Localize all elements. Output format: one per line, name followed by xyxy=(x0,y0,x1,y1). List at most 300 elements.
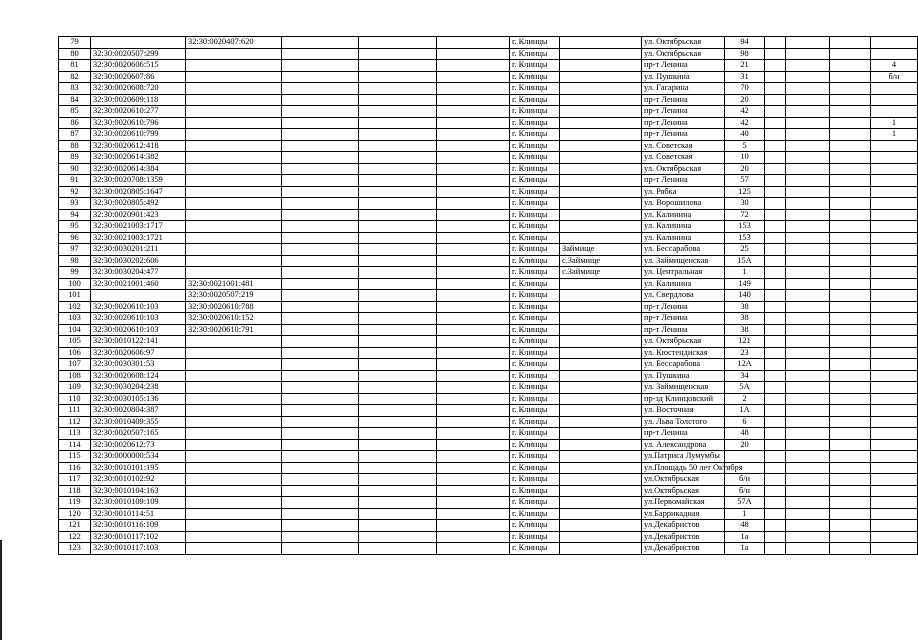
empty-col-2-cell xyxy=(359,186,437,198)
empty-col-3-cell xyxy=(437,416,510,428)
empty-col-4-cell xyxy=(765,163,786,175)
empty-col-1-cell xyxy=(282,324,359,336)
settlement-cell xyxy=(560,152,642,164)
street-cell: ул.Площадь 50 лет Октября xyxy=(642,462,725,474)
extra-value-cell xyxy=(871,324,918,336)
table-row xyxy=(59,290,918,302)
empty-col-6-cell xyxy=(830,221,871,233)
table-row xyxy=(59,244,918,256)
settlement-cell xyxy=(560,71,642,83)
extra-value-cell xyxy=(871,140,918,152)
empty-col-5-cell xyxy=(786,474,830,486)
empty-col-4-cell xyxy=(765,278,786,290)
cadastral-number-cell: 32:30:0030201:211 xyxy=(91,244,186,256)
empty-col-4-cell xyxy=(765,439,786,451)
empty-col-5-cell xyxy=(786,439,830,451)
city-cell: г. Клинцы xyxy=(510,347,560,359)
settlement-cell xyxy=(560,163,642,175)
extra-value-cell xyxy=(871,485,918,497)
street-cell: ул. Пушкина xyxy=(642,370,725,382)
related-cadastral-number-cell xyxy=(186,71,282,83)
table-row xyxy=(59,60,918,72)
city-cell: г. Клинцы xyxy=(510,209,560,221)
related-cadastral-number-cell xyxy=(186,209,282,221)
empty-col-3-cell xyxy=(437,313,510,325)
street-cell: ул. Ворошилова xyxy=(642,198,725,210)
city-cell: г. Клинцы xyxy=(510,94,560,106)
cadastral-number-cell: 32:30:0020901:423 xyxy=(91,209,186,221)
house-number-cell: 153 xyxy=(725,221,765,233)
empty-col-3-cell xyxy=(437,439,510,451)
empty-col-5-cell xyxy=(786,301,830,313)
row-number-cell: 117 xyxy=(59,474,91,486)
empty-col-5-cell xyxy=(786,324,830,336)
cadastral-number-cell: 32:30:0020614:382 xyxy=(91,152,186,164)
row-number-cell: 114 xyxy=(59,439,91,451)
house-number-cell: 34 xyxy=(725,370,765,382)
empty-col-1-cell xyxy=(282,497,359,509)
empty-col-4-cell xyxy=(765,370,786,382)
empty-col-3-cell xyxy=(437,163,510,175)
empty-col-5-cell xyxy=(786,221,830,233)
street-cell: ул. Бессарабова xyxy=(642,244,725,256)
house-number-cell: 48 xyxy=(725,428,765,440)
street-cell: ул.Баррикадная xyxy=(642,508,725,520)
empty-col-2-cell xyxy=(359,209,437,221)
settlement-cell xyxy=(560,140,642,152)
house-number-cell: 30 xyxy=(725,198,765,210)
empty-col-1-cell xyxy=(282,290,359,302)
related-cadastral-number-cell xyxy=(186,405,282,417)
street-cell: ул. Октябрьская xyxy=(642,48,725,60)
cadastral-number-cell: 32:30:0030204:238 xyxy=(91,382,186,394)
settlement-cell xyxy=(560,474,642,486)
house-number-cell: 48 xyxy=(725,520,765,532)
row-number-cell: 104 xyxy=(59,324,91,336)
extra-value-cell xyxy=(871,416,918,428)
extra-value-cell: б/н xyxy=(871,71,918,83)
cadastral-number-cell: 32:30:0010101:195 xyxy=(91,462,186,474)
cadastral-number-cell: 32:30:0030105:136 xyxy=(91,393,186,405)
row-number-cell: 123 xyxy=(59,543,91,555)
extra-value-cell xyxy=(871,405,918,417)
cadastral-number-cell: 32:30:0020610:103 xyxy=(91,301,186,313)
city-cell: г. Клинцы xyxy=(510,129,560,141)
cadastral-number-cell: 32:30:0020507:165 xyxy=(91,428,186,440)
empty-col-6-cell xyxy=(830,324,871,336)
settlement-cell xyxy=(560,290,642,302)
street-cell: ул. Льва Толстого xyxy=(642,416,725,428)
settlement-cell xyxy=(560,428,642,440)
empty-col-6-cell xyxy=(830,117,871,129)
empty-col-2-cell xyxy=(359,290,437,302)
related-cadastral-number-cell xyxy=(186,370,282,382)
empty-col-3-cell xyxy=(437,209,510,221)
empty-col-4-cell xyxy=(765,106,786,118)
related-cadastral-number-cell xyxy=(186,186,282,198)
empty-col-4-cell xyxy=(765,301,786,313)
table-row xyxy=(59,520,918,532)
city-cell: г. Клинцы xyxy=(510,163,560,175)
table-row xyxy=(59,186,918,198)
city-cell: г. Клинцы xyxy=(510,497,560,509)
empty-col-1-cell xyxy=(282,428,359,440)
empty-col-4-cell xyxy=(765,462,786,474)
cadastral-number-cell: 32:30:0020805:1647 xyxy=(91,186,186,198)
street-cell: ул.Декабристов xyxy=(642,520,725,532)
empty-col-4-cell xyxy=(765,71,786,83)
empty-col-4-cell xyxy=(765,94,786,106)
cadastral-number-cell: 32:30:0020708:1359 xyxy=(91,175,186,187)
street-cell: ул.Декабристов xyxy=(642,543,725,555)
house-number-cell: 140 xyxy=(725,290,765,302)
related-cadastral-number-cell xyxy=(186,232,282,244)
related-cadastral-number-cell xyxy=(186,347,282,359)
empty-col-3-cell xyxy=(437,324,510,336)
house-number-cell: 2 xyxy=(725,393,765,405)
settlement-cell xyxy=(560,198,642,210)
related-cadastral-number-cell xyxy=(186,60,282,72)
empty-col-2-cell xyxy=(359,60,437,72)
table-row xyxy=(59,393,918,405)
row-number-cell: 84 xyxy=(59,94,91,106)
related-cadastral-number-cell xyxy=(186,267,282,279)
empty-col-1-cell xyxy=(282,382,359,394)
empty-col-6-cell xyxy=(830,140,871,152)
empty-col-5-cell xyxy=(786,382,830,394)
settlement-cell xyxy=(560,370,642,382)
row-number-cell: 122 xyxy=(59,531,91,543)
street-cell: пр-т Ленина xyxy=(642,60,725,72)
cadastral-number-cell: 32:30:0020614:384 xyxy=(91,163,186,175)
empty-col-2-cell xyxy=(359,508,437,520)
city-cell: г. Клинцы xyxy=(510,198,560,210)
row-number-cell: 112 xyxy=(59,416,91,428)
city-cell: г. Клинцы xyxy=(510,359,560,371)
table-row xyxy=(59,451,918,463)
related-cadastral-number-cell xyxy=(186,508,282,520)
related-cadastral-number-cell: 32:30:0020610:791 xyxy=(186,324,282,336)
empty-col-5-cell xyxy=(786,485,830,497)
settlement-cell xyxy=(560,508,642,520)
row-number-cell: 83 xyxy=(59,83,91,95)
cadastral-number-cell: 32:30:0020606:515 xyxy=(91,60,186,72)
empty-col-6-cell xyxy=(830,60,871,72)
city-cell: г. Клинцы xyxy=(510,405,560,417)
settlement-cell xyxy=(560,416,642,428)
empty-col-5-cell xyxy=(786,393,830,405)
house-number-cell: 23 xyxy=(725,347,765,359)
settlement-cell xyxy=(560,209,642,221)
empty-col-3-cell xyxy=(437,382,510,394)
cadastral-number-cell: 32:30:0020610:799 xyxy=(91,129,186,141)
extra-value-cell xyxy=(871,428,918,440)
empty-col-1-cell xyxy=(282,152,359,164)
street-cell: ул. Калинина xyxy=(642,232,725,244)
empty-col-2-cell xyxy=(359,370,437,382)
empty-col-6-cell xyxy=(830,451,871,463)
empty-col-6-cell xyxy=(830,347,871,359)
cadastral-number-cell: 32:30:0020610:277 xyxy=(91,106,186,118)
related-cadastral-number-cell xyxy=(186,428,282,440)
street-cell: ул. Гагарина xyxy=(642,83,725,95)
empty-col-3-cell xyxy=(437,543,510,555)
house-number-cell: 1 xyxy=(725,508,765,520)
empty-col-3-cell xyxy=(437,255,510,267)
cadastral-number-cell: 32:30:0010109:109 xyxy=(91,497,186,509)
city-cell: г. Клинцы xyxy=(510,140,560,152)
settlement-cell xyxy=(560,278,642,290)
settlement-cell xyxy=(560,451,642,463)
row-number-cell: 101 xyxy=(59,290,91,302)
empty-col-1-cell xyxy=(282,439,359,451)
empty-col-1-cell xyxy=(282,37,359,49)
empty-col-2-cell xyxy=(359,244,437,256)
city-cell: г. Клинцы xyxy=(510,531,560,543)
street-cell: ул. Свердлова xyxy=(642,290,725,302)
extra-value-cell xyxy=(871,232,918,244)
settlement-cell xyxy=(560,221,642,233)
empty-col-1-cell xyxy=(282,94,359,106)
empty-col-5-cell xyxy=(786,83,830,95)
empty-col-1-cell xyxy=(282,416,359,428)
empty-col-6-cell xyxy=(830,508,871,520)
settlement-cell xyxy=(560,359,642,371)
related-cadastral-number-cell xyxy=(186,359,282,371)
settlement-cell xyxy=(560,336,642,348)
street-cell: ул. Калинина xyxy=(642,209,725,221)
cadastral-number-cell: 32:30:0030301:53 xyxy=(91,359,186,371)
empty-col-2-cell xyxy=(359,117,437,129)
empty-col-2-cell xyxy=(359,485,437,497)
settlement-cell xyxy=(560,462,642,474)
empty-col-5-cell xyxy=(786,117,830,129)
empty-col-5-cell xyxy=(786,186,830,198)
empty-col-2-cell xyxy=(359,232,437,244)
row-number-cell: 87 xyxy=(59,129,91,141)
house-number-cell: 40 xyxy=(725,129,765,141)
related-cadastral-number-cell xyxy=(186,129,282,141)
empty-col-4-cell xyxy=(765,48,786,60)
extra-value-cell xyxy=(871,313,918,325)
house-number-cell: 5А xyxy=(725,382,765,394)
empty-col-1-cell xyxy=(282,71,359,83)
city-cell: г. Клинцы xyxy=(510,71,560,83)
cadastral-number-cell xyxy=(91,37,186,49)
table-row xyxy=(59,198,918,210)
settlement-cell xyxy=(560,94,642,106)
house-number-cell: 57А xyxy=(725,497,765,509)
empty-col-4-cell xyxy=(765,83,786,95)
cadastral-number-cell: 32:30:0010122:141 xyxy=(91,336,186,348)
empty-col-2-cell xyxy=(359,347,437,359)
empty-col-5-cell xyxy=(786,405,830,417)
city-cell: г. Клинцы xyxy=(510,508,560,520)
empty-col-5-cell xyxy=(786,278,830,290)
cadastral-number-cell: 32:30:0000000:534 xyxy=(91,451,186,463)
extra-value-cell xyxy=(871,198,918,210)
house-number-cell: 1А xyxy=(725,405,765,417)
cadastral-number-cell: 32:30:0020612:418 xyxy=(91,140,186,152)
house-number-cell: 98 xyxy=(725,48,765,60)
empty-col-6-cell xyxy=(830,290,871,302)
empty-col-5-cell xyxy=(786,370,830,382)
empty-col-2-cell xyxy=(359,106,437,118)
city-cell: г. Клинцы xyxy=(510,221,560,233)
extra-value-cell xyxy=(871,347,918,359)
row-number-cell: 79 xyxy=(59,37,91,49)
cadastral-number-cell: 32:30:0020610:103 xyxy=(91,313,186,325)
table-row xyxy=(59,347,918,359)
related-cadastral-number-cell xyxy=(186,244,282,256)
row-number-cell: 119 xyxy=(59,497,91,509)
empty-col-2-cell xyxy=(359,497,437,509)
related-cadastral-number-cell xyxy=(186,336,282,348)
extra-value-cell xyxy=(871,543,918,555)
table-row xyxy=(59,117,918,129)
empty-col-3-cell xyxy=(437,152,510,164)
empty-col-6-cell xyxy=(830,106,871,118)
empty-col-4-cell xyxy=(765,313,786,325)
street-cell: пр-т Ленина xyxy=(642,129,725,141)
street-cell: пр-т Ленина xyxy=(642,106,725,118)
related-cadastral-number-cell: 32:30:0021001:481 xyxy=(186,278,282,290)
empty-col-3-cell xyxy=(437,485,510,497)
extra-value-cell xyxy=(871,48,918,60)
empty-col-4-cell xyxy=(765,324,786,336)
row-number-cell: 109 xyxy=(59,382,91,394)
empty-col-2-cell xyxy=(359,221,437,233)
empty-col-3-cell xyxy=(437,221,510,233)
extra-value-cell xyxy=(871,175,918,187)
empty-col-6-cell xyxy=(830,198,871,210)
empty-col-4-cell xyxy=(765,221,786,233)
empty-col-5-cell xyxy=(786,290,830,302)
row-number-cell: 115 xyxy=(59,451,91,463)
empty-col-3-cell xyxy=(437,301,510,313)
empty-col-2-cell xyxy=(359,439,437,451)
settlement-cell xyxy=(560,117,642,129)
empty-col-4-cell xyxy=(765,508,786,520)
empty-col-4-cell xyxy=(765,129,786,141)
empty-col-2-cell xyxy=(359,462,437,474)
related-cadastral-number-cell xyxy=(186,462,282,474)
empty-col-1-cell xyxy=(282,359,359,371)
empty-col-5-cell xyxy=(786,232,830,244)
related-cadastral-number-cell xyxy=(186,382,282,394)
empty-col-3-cell xyxy=(437,198,510,210)
related-cadastral-number-cell xyxy=(186,485,282,497)
empty-col-4-cell xyxy=(765,543,786,555)
empty-col-3-cell xyxy=(437,232,510,244)
empty-col-3-cell xyxy=(437,278,510,290)
empty-col-6-cell xyxy=(830,301,871,313)
empty-col-4-cell xyxy=(765,140,786,152)
empty-col-1-cell xyxy=(282,370,359,382)
city-cell: г. Клинцы xyxy=(510,186,560,198)
cadastral-number-cell: 32:30:0010104:163 xyxy=(91,485,186,497)
row-number-cell: 97 xyxy=(59,244,91,256)
extra-value-cell xyxy=(871,186,918,198)
empty-col-5-cell xyxy=(786,209,830,221)
empty-col-5-cell xyxy=(786,60,830,72)
empty-col-5-cell xyxy=(786,106,830,118)
house-number-cell: 1а xyxy=(725,531,765,543)
extra-value-cell xyxy=(871,106,918,118)
table-row xyxy=(59,416,918,428)
row-number-cell: 102 xyxy=(59,301,91,313)
extra-value-cell xyxy=(871,244,918,256)
house-number-cell: 72 xyxy=(725,209,765,221)
empty-col-6-cell xyxy=(830,232,871,244)
empty-col-6-cell xyxy=(830,278,871,290)
empty-col-4-cell xyxy=(765,405,786,417)
city-cell: г. Клинцы xyxy=(510,48,560,60)
empty-col-5-cell xyxy=(786,428,830,440)
row-number-cell: 96 xyxy=(59,232,91,244)
row-number-cell: 100 xyxy=(59,278,91,290)
cadastral-number-cell: 32:30:0030204:477 xyxy=(91,267,186,279)
city-cell: г. Клинцы xyxy=(510,117,560,129)
empty-col-1-cell xyxy=(282,221,359,233)
empty-col-1-cell xyxy=(282,255,359,267)
empty-col-1-cell xyxy=(282,244,359,256)
table-row xyxy=(59,83,918,95)
related-cadastral-number-cell xyxy=(186,175,282,187)
row-number-cell: 120 xyxy=(59,508,91,520)
empty-col-6-cell xyxy=(830,497,871,509)
empty-col-4-cell xyxy=(765,267,786,279)
street-cell: ул. Займищенская xyxy=(642,255,725,267)
empty-col-5-cell xyxy=(786,497,830,509)
house-number-cell: 57 xyxy=(725,175,765,187)
street-cell: ул. Октябрьская xyxy=(642,37,725,49)
settlement-cell xyxy=(560,347,642,359)
street-cell: ул. Центральная xyxy=(642,267,725,279)
empty-col-4-cell xyxy=(765,451,786,463)
empty-col-3-cell xyxy=(437,290,510,302)
extra-value-cell xyxy=(871,531,918,543)
cadastral-number-cell: 32:30:0010117:102 xyxy=(91,531,186,543)
house-number-cell: 21 xyxy=(725,60,765,72)
settlement-cell xyxy=(560,37,642,49)
empty-col-2-cell xyxy=(359,474,437,486)
related-cadastral-number-cell: 32:30:0020407:620 xyxy=(186,37,282,49)
empty-col-2-cell xyxy=(359,336,437,348)
street-cell: ул. Октябрьская xyxy=(642,336,725,348)
table-row xyxy=(59,359,918,371)
empty-col-2-cell xyxy=(359,48,437,60)
empty-col-5-cell xyxy=(786,198,830,210)
table-row xyxy=(59,163,918,175)
empty-col-3-cell xyxy=(437,520,510,532)
cadastral-number-cell: 32:30:0020610:103 xyxy=(91,324,186,336)
related-cadastral-number-cell xyxy=(186,520,282,532)
empty-col-6-cell xyxy=(830,71,871,83)
house-number-cell: б/н xyxy=(725,474,765,486)
table-row xyxy=(59,531,918,543)
empty-col-1-cell xyxy=(282,451,359,463)
settlement-cell xyxy=(560,497,642,509)
empty-col-5-cell xyxy=(786,336,830,348)
cadastral-number-cell: 32:30:0020608:720 xyxy=(91,83,186,95)
empty-col-3-cell xyxy=(437,336,510,348)
empty-col-5-cell xyxy=(786,48,830,60)
street-cell: пр-т Ленина xyxy=(642,94,725,106)
row-number-cell: 116 xyxy=(59,462,91,474)
row-number-cell: 108 xyxy=(59,370,91,382)
extra-value-cell xyxy=(871,278,918,290)
